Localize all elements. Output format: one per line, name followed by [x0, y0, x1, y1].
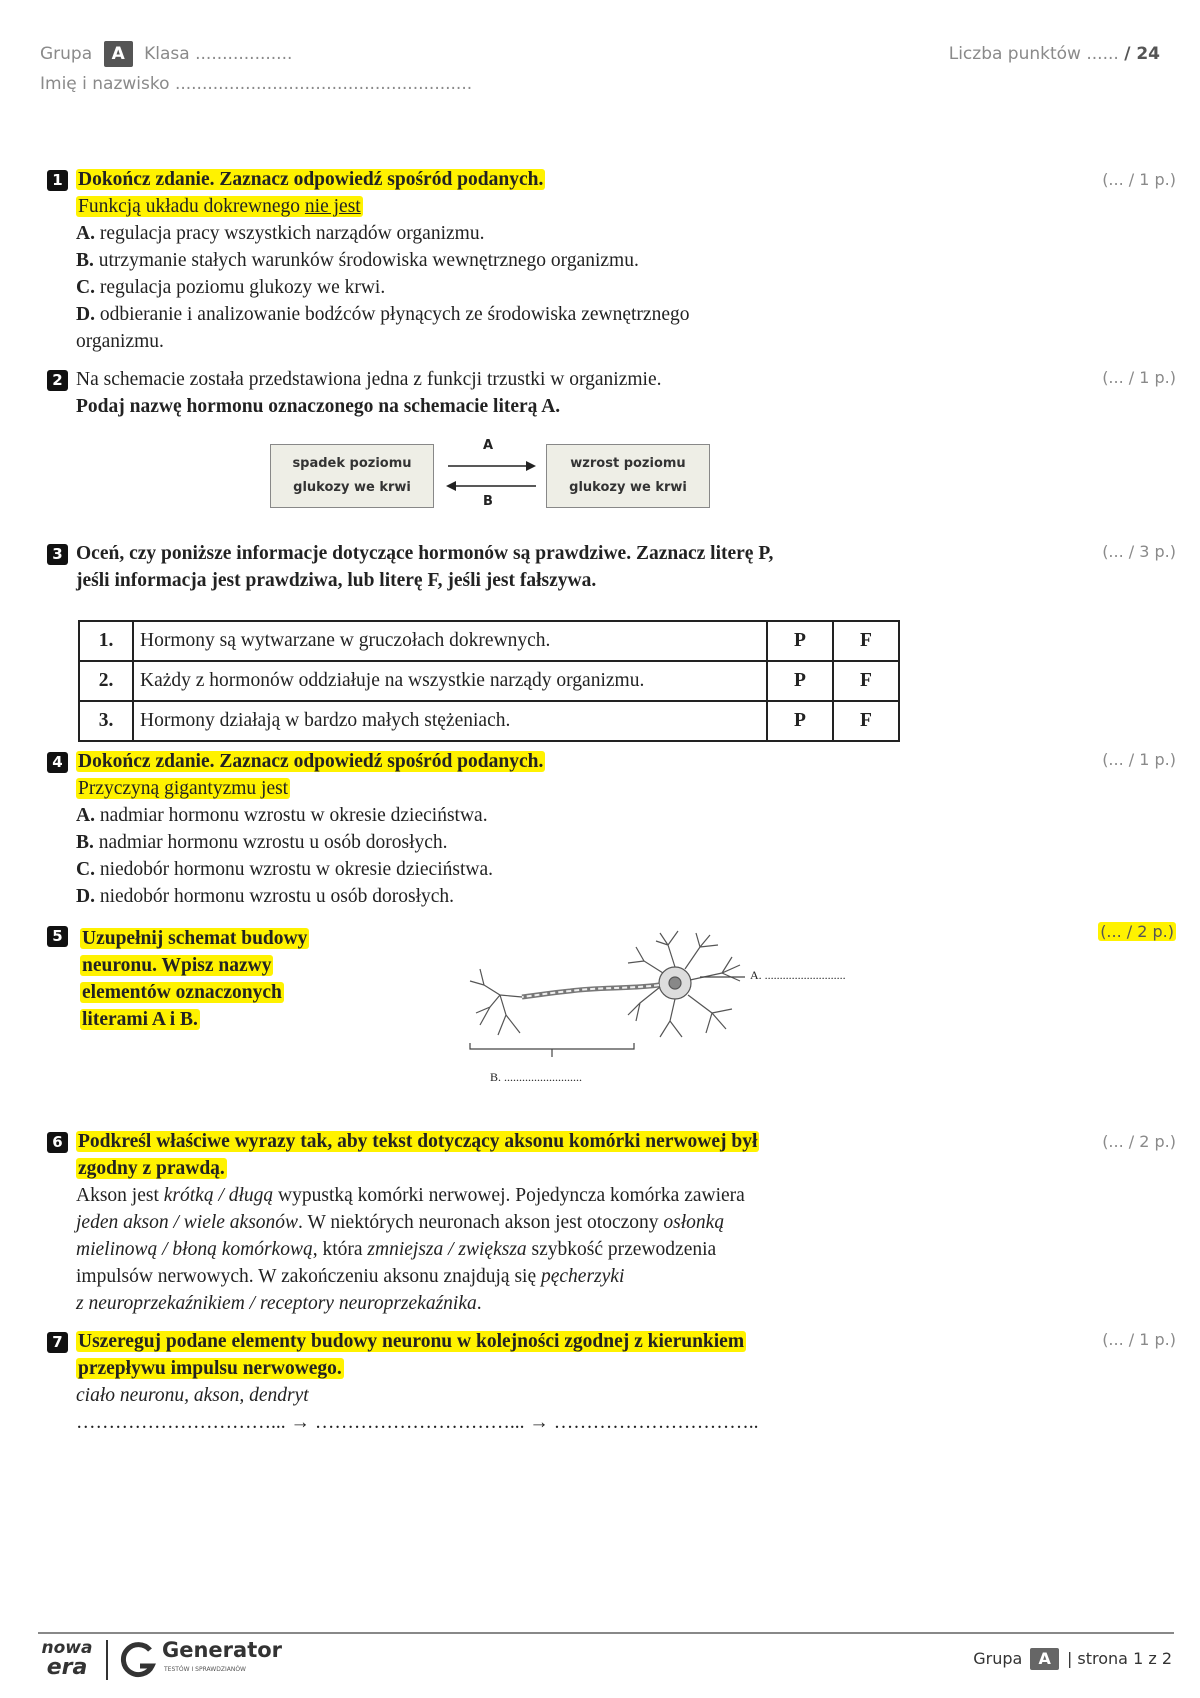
q6-points: (... / 2 p.) [1102, 1132, 1176, 1151]
footer-group-label: Grupa [973, 1649, 1023, 1668]
q6-line-4: impulsów nerwowych. W zakończeniu aksonu znajdują się pęcherzyki [76, 1266, 625, 1287]
answer-p[interactable]: P [767, 621, 833, 661]
schema-box-right: wzrost poziomu glukozy we krwi [546, 444, 710, 508]
q1-instruction: Dokończ zdanie. Zaznacz odpowiedź spośród podanych. [78, 169, 544, 190]
q1-stem-emphasis: nie jest [304, 196, 361, 217]
question-number-2: 2 [47, 370, 68, 391]
q4-option-a[interactable]: A. nadmiar hormonu wzrostu w okresie dzieciństwa. [76, 805, 488, 826]
q1-option-b[interactable]: B. utrzymanie stałych warunków środowiska wewnętrznego organizmu. [76, 250, 639, 271]
q6-instruction-2: zgodny z prawdą. [78, 1158, 225, 1179]
question-6 [76, 1128, 956, 1317]
q6-instruction-1: Podkreśl właściwe wyrazy tak, aby tekst dotyczący aksonu komórki nerwowej był [78, 1131, 758, 1152]
neuron-diagram [460, 925, 780, 1075]
q5-line: Uzupełnij schemat budowy [82, 928, 308, 949]
name-label: Imię i nazwisko [40, 74, 170, 94]
q4-option-c[interactable]: C. niedobór hormonu wzrostu w okresie dzieciństwa. [76, 859, 493, 880]
q2-points: (... / 1 p.) [1102, 368, 1176, 387]
q1-option-c[interactable]: C. regulacja poziomu glukozy we krwi. [76, 277, 386, 298]
q3-points: (... / 3 p.) [1102, 542, 1176, 561]
q3-instruction-1: Oceń, czy poniższe informacje dotyczące hormonów są prawdziwe. Zaznacz literę P, [76, 543, 774, 564]
row-number: 3. [79, 701, 133, 741]
footer-group-badge: A [1030, 1648, 1058, 1670]
question-number-7: 7 [47, 1332, 68, 1353]
answer-f[interactable]: F [833, 661, 899, 701]
q1-stem: Funkcją układu dokrewnego [78, 196, 305, 217]
class-field[interactable]: .................. [195, 44, 293, 64]
q6-line-5: z neuroprzekaźnikiem / receptory neuroprzekaźnika. [76, 1293, 482, 1314]
q6-choice-terminal[interactable]: pęcherzyki [541, 1266, 625, 1287]
group-label: Grupa [40, 44, 93, 64]
table-row [79, 621, 899, 661]
question-number-6: 6 [47, 1132, 68, 1153]
row-number: 1. [79, 621, 133, 661]
q4-instruction: Dokończ zdanie. Zaznacz odpowiedź spośród podanych. [78, 751, 544, 772]
q5-line: neuronu. Wpisz nazwy [82, 955, 272, 976]
nowa-era-logo: nowa era [41, 1638, 93, 1680]
statement: Hormony są wytwarzane w gruczołach dokrewnych. [133, 621, 767, 661]
table-row [79, 661, 899, 701]
question-number-1: 1 [47, 170, 68, 191]
logo-separator [106, 1640, 108, 1680]
q6-line-2: jeden akson / wiele aksonów. W niektórych neuronach akson jest otoczony osłonką [76, 1212, 725, 1233]
footer-page-info [973, 1648, 1172, 1670]
table-row [79, 701, 899, 741]
answer-f[interactable]: F [833, 701, 899, 741]
q4-option-b[interactable]: B. nadmiar hormonu wzrostu u osób dorosłych. [76, 832, 448, 853]
q7-points: (... / 1 p.) [1102, 1330, 1176, 1349]
points-total-line [949, 44, 1160, 64]
question-7 [76, 1328, 956, 1436]
answer-f[interactable]: F [833, 621, 899, 661]
q6-choice-count[interactable]: jeden akson / wiele aksonów [76, 1212, 299, 1233]
group-badge: A [104, 41, 133, 67]
footer-page-number: | strona 1 z 2 [1066, 1649, 1172, 1668]
question-4 [76, 748, 936, 910]
answer-p[interactable]: P [767, 661, 833, 701]
generator-logo-subtext: TESTÓW I SPRAWDZIANÓW [164, 1666, 246, 1673]
statement: Każdy z hormonów oddziałuje na wszystkie narządy organizmu. [133, 661, 767, 701]
q5-line: literami A i B. [82, 1009, 198, 1030]
q1-option-d[interactable]: D. odbieranie i analizowanie bodźców płynących ze środowiska zewnętrznego [76, 304, 690, 325]
neuron-label-a[interactable]: A. ........................... [750, 968, 846, 982]
q2-text: Na schemacie została przedstawiona jedna z funkcji trzustki w organizmie. [76, 369, 662, 390]
question-number-5: 5 [47, 926, 68, 947]
q7-instruction-2: przepływu impulsu nerwowego. [78, 1358, 342, 1379]
q6-choice-speed[interactable]: zmniejsza / zwiększa [367, 1239, 527, 1260]
q7-answer-line[interactable]: …………………………... → …………………………... → ………………………….. [76, 1412, 759, 1433]
class-label: Klasa [144, 44, 190, 64]
q7-terms: ciało neuronu, akson, dendryt [76, 1385, 309, 1406]
question-number-4: 4 [47, 752, 68, 773]
q6-choice-sheath[interactable]: osłonką [663, 1212, 725, 1233]
question-1 [76, 166, 936, 355]
q6-choice-length[interactable]: krótką / długą [163, 1185, 274, 1206]
question-number-3: 3 [47, 544, 68, 565]
schema-box-left: spadek poziomu glukozy we krwi [270, 444, 434, 508]
question-5 [80, 925, 380, 1033]
arrow-label-b: B [483, 494, 493, 509]
q1-points: (... / 1 p.) [1102, 170, 1176, 189]
neuron-label-b[interactable]: B. .......................... [490, 1070, 583, 1084]
header-group-line [40, 41, 292, 67]
points-total: / 24 [1124, 44, 1160, 64]
question-3 [76, 540, 936, 594]
arrow-label-a: A [483, 438, 494, 453]
q6-line-3: mielinową / błoną komórkową, która zmniejsza / zwiększa szybkość przewodzenia [76, 1239, 717, 1260]
row-number: 2. [79, 661, 133, 701]
generator-logo-icon [120, 1640, 156, 1680]
q5-line: elementów oznaczonych [82, 982, 282, 1003]
q6-choice-terminal-cont[interactable]: z neuroprzekaźnikiem / receptory neuroprzekaźnika [76, 1293, 477, 1314]
name-line [40, 74, 472, 94]
footer-divider [38, 1632, 1174, 1634]
q2-instruction: Podaj nazwę hormonu oznaczonego na schemacie literą A. [76, 396, 561, 417]
true-false-table [78, 620, 900, 742]
q1-option-a[interactable]: A. regulacja pracy wszystkich narządów organizmu. [76, 223, 485, 244]
generator-logo-text: Generator [162, 1638, 283, 1662]
q4-option-d[interactable]: D. niedobór hormonu wzrostu u osób dorosłych. [76, 886, 455, 907]
name-field[interactable]: ....................................................... [174, 74, 473, 94]
statement: Hormony działają w bardzo małych stężeniach. [133, 701, 767, 741]
q6-line-1: Akson jest krótką / długą wypustką komórki nerwowej. Pojedyncza komórka zawiera [76, 1185, 745, 1206]
question-2 [76, 366, 936, 420]
q3-instruction-2: jeśli informacja jest prawdziwa, lub literę F, jeśli jest fałszywa. [76, 570, 597, 591]
q6-choice-sheath-cont[interactable]: mielinową / błoną komórkową [76, 1239, 313, 1260]
q7-instruction-1: Uszereguj podane elementy budowy neuronu w kolejności zgodnej z kierunkiem [78, 1331, 745, 1352]
q4-points: (... / 1 p.) [1102, 750, 1176, 769]
points-label: Liczba punktów ...... [948, 44, 1119, 64]
q1-option-d-cont: organizmu. [76, 331, 164, 352]
answer-p[interactable]: P [767, 701, 833, 741]
q5-points: (... / 2 p.) [1100, 922, 1174, 941]
q4-stem: Przyczyną gigantyzmu jest [78, 778, 289, 799]
